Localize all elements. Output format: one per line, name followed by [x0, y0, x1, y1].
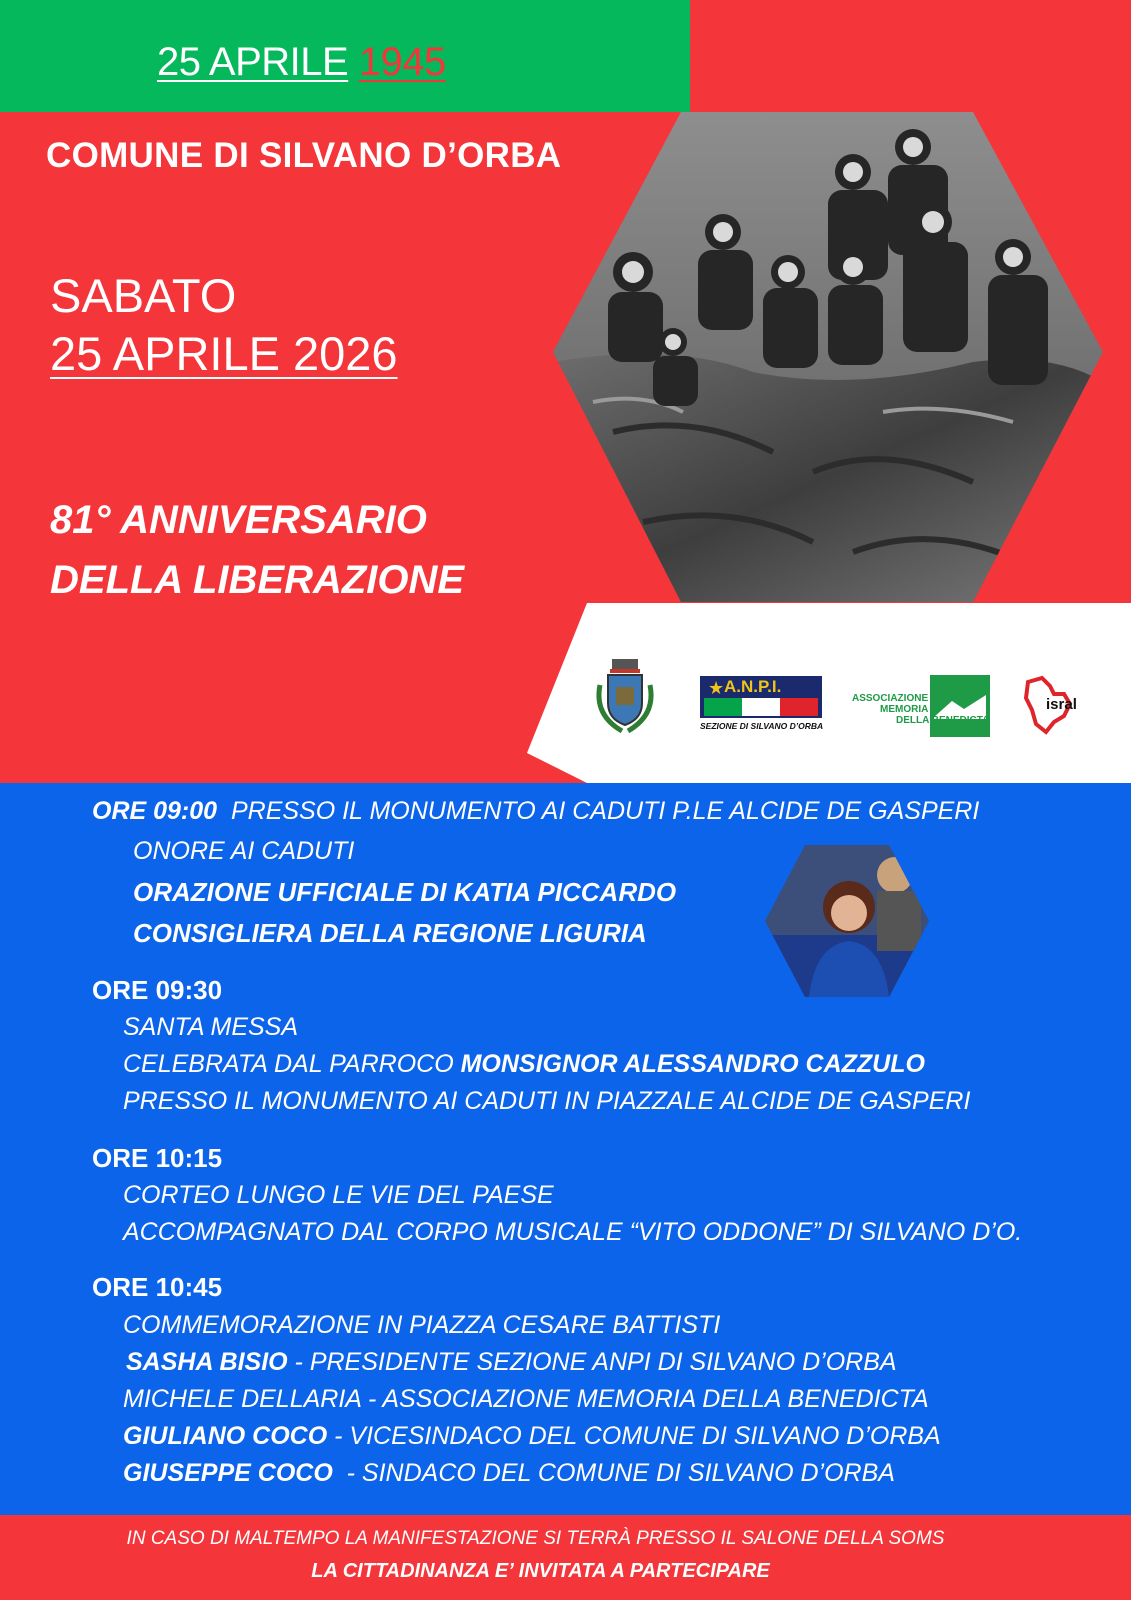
speaker-4-role: - SINDACO DEL COMUNE DI SILVANO D’ORBA	[332, 1459, 895, 1487]
speaker-photo	[765, 845, 929, 997]
speaker-1	[126, 1348, 897, 1377]
benedicta-line-3: DELLA BENEDICTA	[896, 715, 990, 726]
speaker-4	[123, 1459, 895, 1488]
red-band	[690, 0, 1131, 112]
comune-title: COMUNE DI SILVANO D’ORBA	[46, 136, 562, 175]
coat-of-arms-icon	[590, 655, 660, 737]
anniversary-title	[50, 490, 464, 610]
benedicta-line-2: MEMORIA	[880, 704, 929, 715]
event-2-line-2	[123, 1050, 925, 1079]
event-2-celebrant-prefix: CELEBRATA DAL PARROCO	[123, 1050, 461, 1078]
invitation: LA CITTADINANZA E’ INVITATA A PARTECIPARE	[311, 1560, 770, 1582]
event-1-line-1: ONORE AI CADUTI	[133, 837, 355, 865]
anpi-label: A.N.P.I.	[724, 677, 782, 696]
anpi-section: SEZIONE DI SILVANO D’ORBA	[700, 721, 824, 731]
speaker-3-name: GIULIANO COCO	[123, 1422, 328, 1450]
event-1-time: ORE 09:00	[92, 797, 218, 825]
event-1-place: PRESSO IL MONUMENTO AI CADUTI P.LE ALCIDE DE GASPERI	[230, 797, 980, 825]
speaker-4-name: GIUSEPPE COCO	[123, 1459, 333, 1487]
anpi-logo	[700, 676, 822, 732]
event-4-line-1: COMMEMORAZIONE IN PIAZZA CESARE BATTISTI	[123, 1311, 721, 1339]
partisans-photo	[553, 112, 1103, 602]
event-3-time: ORE 10:15	[92, 1143, 223, 1173]
event-date: 25 APRILE 2026	[50, 327, 398, 380]
top-date	[157, 40, 446, 85]
anniversary-line-2: DELLA LIBERAZIONE	[50, 558, 465, 602]
top-date-day: 25 APRILE	[157, 40, 349, 84]
event-4-time: ORE 10:45	[92, 1272, 223, 1302]
speaker-2: MICHELE DELLARIA - ASSOCIAZIONE MEMORIA DELLA BENEDICTA	[123, 1385, 929, 1413]
top-date-year: 1945	[358, 40, 446, 84]
event-weekday: SABATO	[50, 269, 237, 322]
event-2-line-1: SANTA MESSA	[123, 1013, 299, 1041]
speaker-3	[123, 1422, 941, 1451]
event-1-line-2: ORAZIONE UFFICIALE DI KATIA PICCARDO	[133, 877, 677, 907]
event-2-time: ORE 09:30	[92, 975, 223, 1005]
event-2-line-3: PRESSO IL MONUMENTO AI CADUTI IN PIAZZALE ALCIDE DE GASPERI	[123, 1087, 971, 1115]
event-2-celebrant: MONSIGNOR ALESSANDRO CAZZULO	[460, 1050, 925, 1078]
event-3-line-2: ACCOMPAGNATO DAL CORPO MUSICALE “VITO ODDONE” DI SILVANO D’O.	[123, 1218, 1023, 1246]
event-1-line-3: CONSIGLIERA DELLA REGIONE LIGURIA	[133, 918, 647, 948]
benedicta-logo	[852, 675, 992, 737]
weather-note: IN CASO DI MALTEMPO LA MANIFESTAZIONE SI TERRÀ PRESSO IL SALONE DELLA SOMS	[126, 1528, 945, 1549]
speaker-3-role: - VICESINDACO DEL COMUNE DI SILVANO D’ORBA	[327, 1422, 941, 1450]
event-1-header	[92, 797, 979, 826]
benedicta-line-1: ASSOCIAZIONE	[852, 693, 929, 704]
anniversary-line-1: 81° ANNIVERSARIO	[50, 498, 427, 542]
event-3-line-1: CORTEO LUNGO LE VIE DEL PAESE	[123, 1181, 554, 1209]
svg-text:★: ★	[708, 678, 725, 698]
isral-logo	[1022, 670, 1092, 740]
isral-label: isral	[1046, 696, 1077, 713]
speaker-1-name: SASHA BISIO	[126, 1348, 288, 1376]
speaker-1-role: - PRESIDENTE SEZIONE ANPI DI SILVANO D’ORBA	[287, 1348, 897, 1376]
